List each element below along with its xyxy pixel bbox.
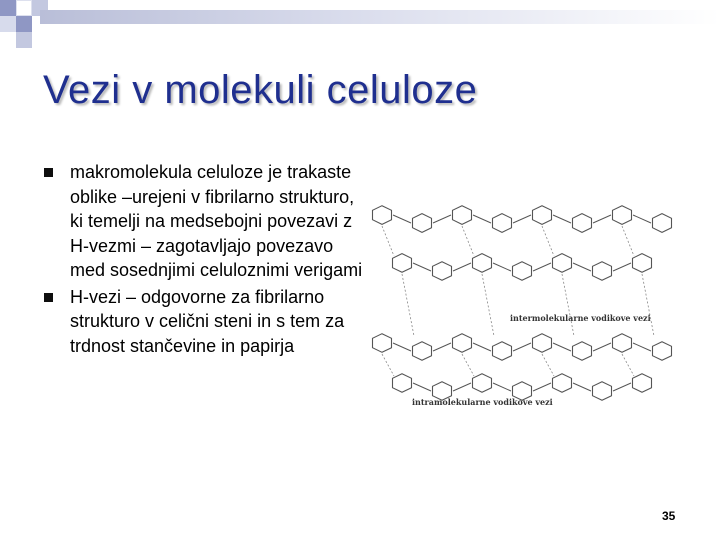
intermolecular-label: intermolekularne vodikove vezi (510, 313, 651, 323)
bullet-square-icon (44, 293, 53, 302)
bullet-item (44, 285, 364, 359)
decor-square (0, 0, 16, 16)
bullet-square-icon (44, 168, 53, 177)
bullet-item (44, 160, 364, 283)
bullet-text: H-vezi – odgovorne za fibrilarno strukturo v celični steni in s tem za trdnost stančevine in papirja (70, 286, 345, 356)
decor-square (16, 0, 32, 16)
decor-square (16, 16, 32, 32)
intramolecular-label: intramolekularne vodikove vezi (412, 397, 553, 407)
cellulose-hbond-diagram (368, 195, 686, 420)
slide-title: Vezi v molekuli celuloze (43, 68, 478, 112)
decor-square (0, 16, 16, 32)
bullet-list (44, 160, 364, 360)
decor-square (16, 32, 32, 48)
bullet-text: makromolekula celuloze je trakaste oblike –urejeni v fibrilarno strukturo, ki temelji na medsebojni povezavi z H-vezmi – zagotavljajo povezavo med sosednjimi celuloznimi verigami (70, 162, 363, 280)
page-number: 35 (662, 509, 676, 523)
header-bar (40, 10, 720, 24)
